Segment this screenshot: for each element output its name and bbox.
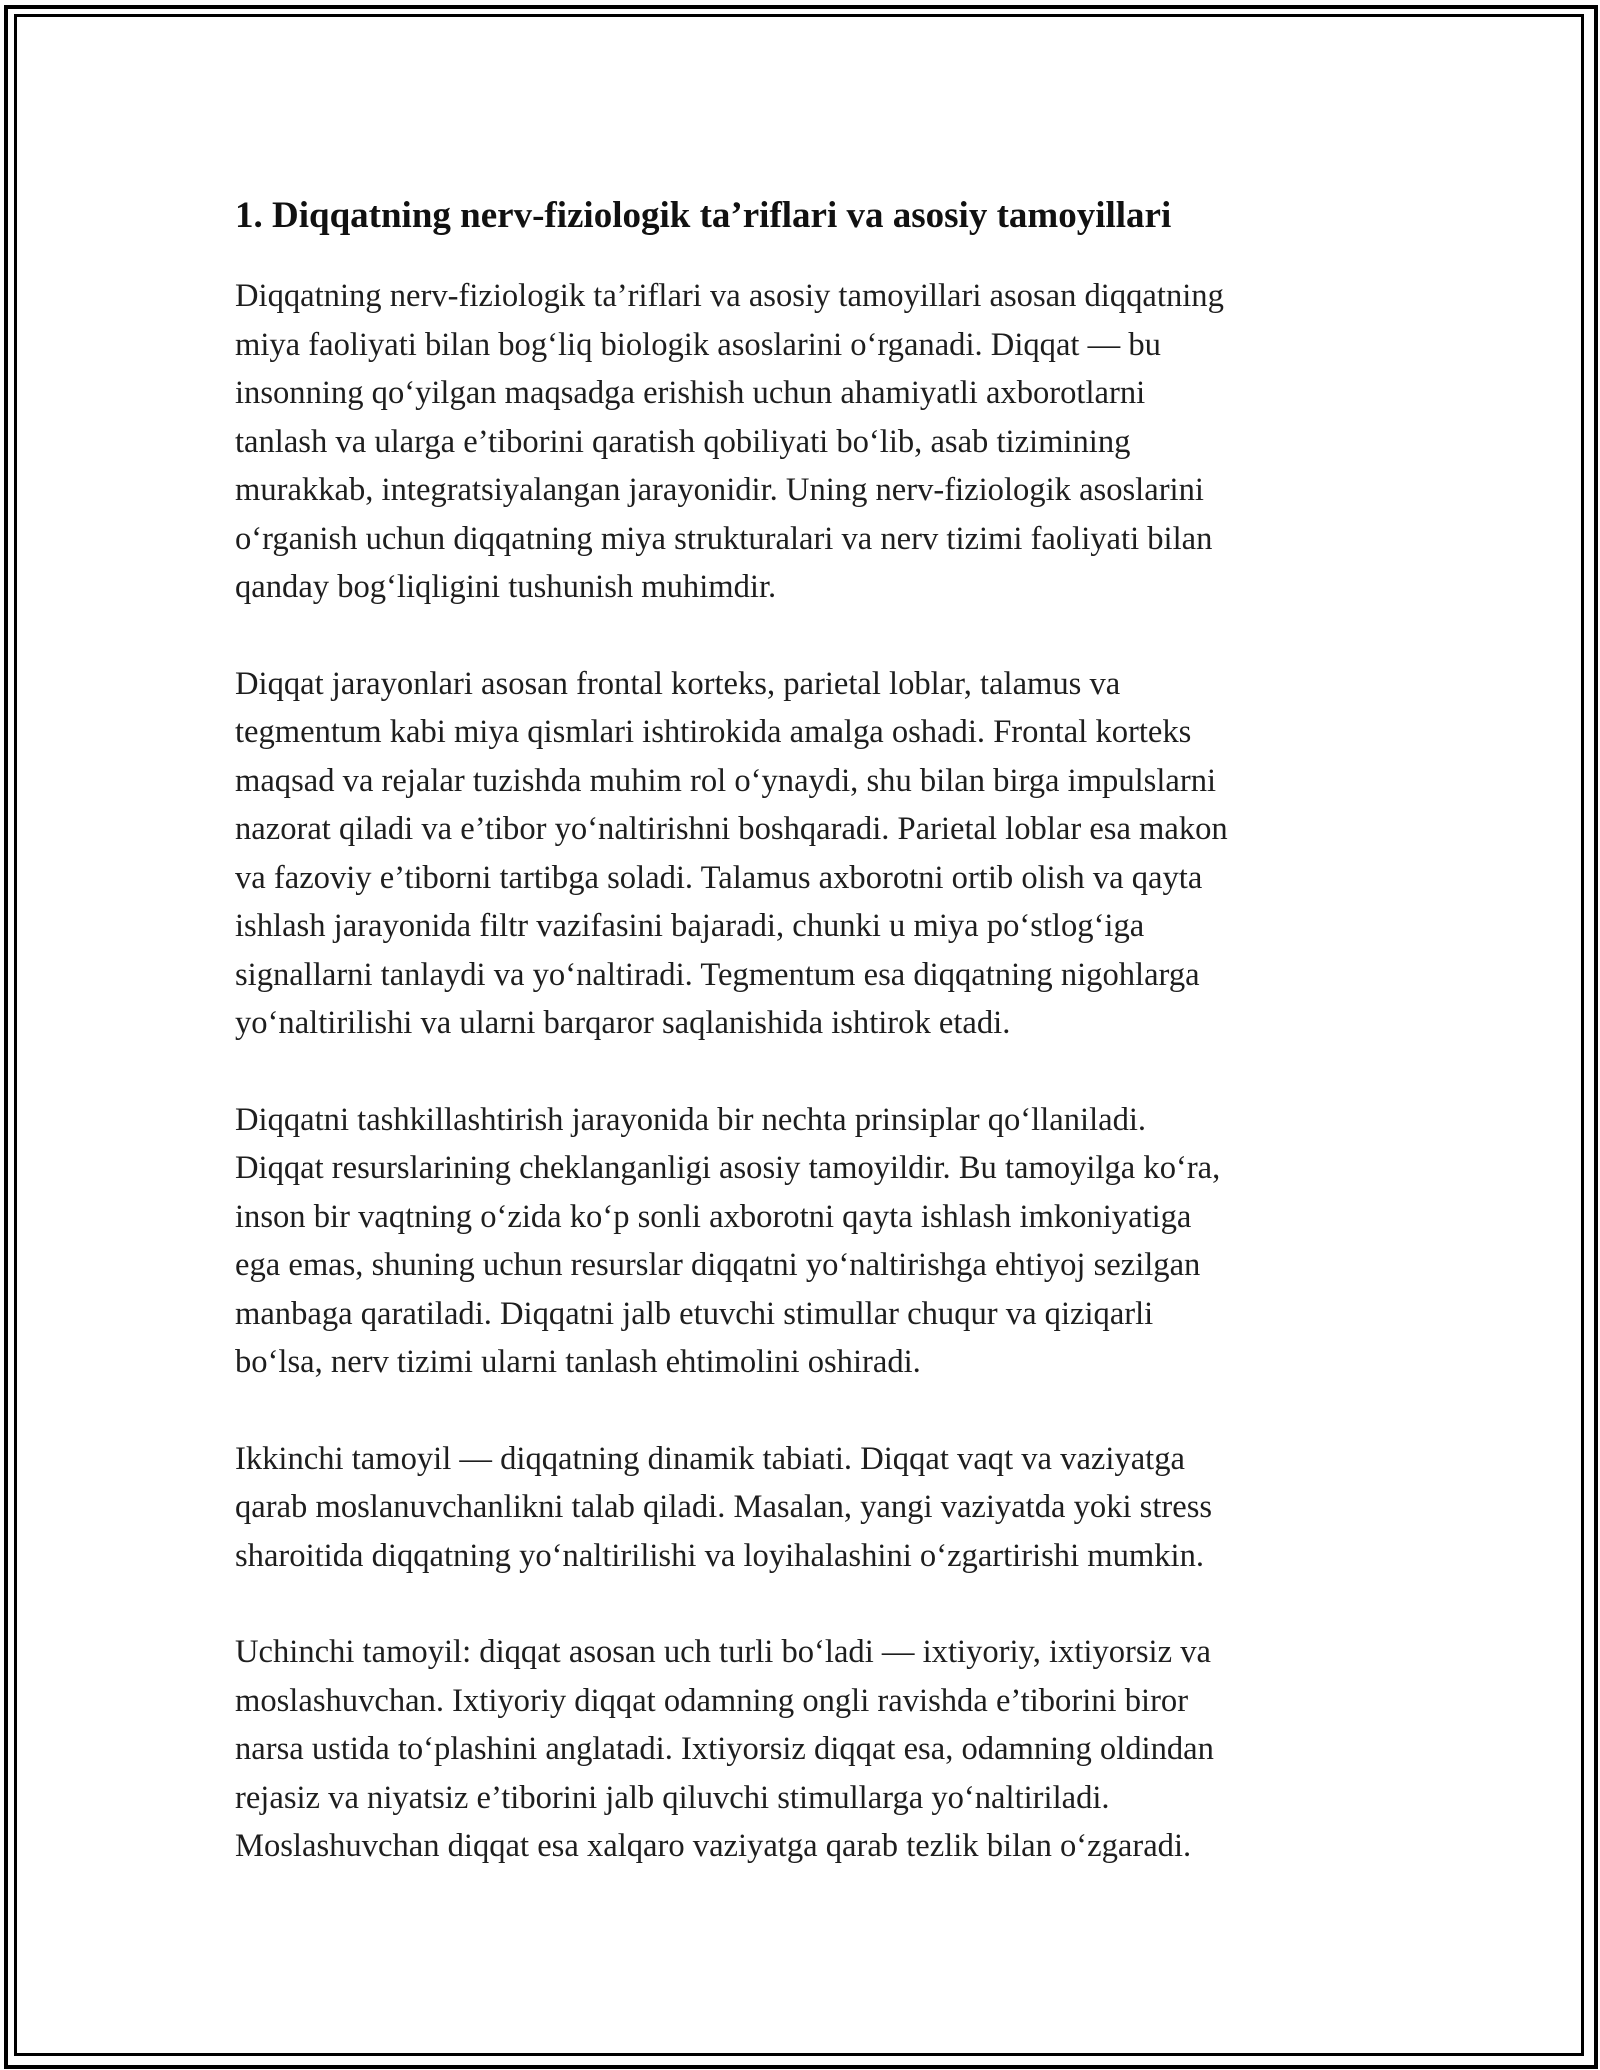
paragraph-3: [235, 1096, 1365, 1387]
text-line: inson bir vaqtning o‘zida ko‘p sonli axborotni qayta ishlash imkoniyatiga: [235, 1198, 1192, 1235]
text-line: yo‘naltirilishi va ularni barqaror saqlanishida ishtirok etadi.: [235, 1005, 1011, 1041]
text-line: manbaga qaratiladi. Diqqatni jalb etuvchi stimullar chuqur va qiziqarli: [235, 1295, 1154, 1332]
text-line: tanlash va ularga e’tiborini qaratish qobiliyati bo‘lib, asab tizimining: [235, 423, 1131, 460]
paragraph-2: [235, 660, 1365, 1048]
text-line: signallarni tanlaydi va yo‘naltiradi. Tegmentum esa diqqatning nigohlarga: [235, 956, 1200, 993]
section-title: 1. Diqqatning nerv-fiziologik ta’riflari va asosiy tamoyillari: [235, 195, 1172, 236]
text-line: o‘rganish uchun diqqatning miya strukturalari va nerv tizimi faoliyati bilan: [235, 520, 1213, 557]
text-line: maqsad va rejalar tuzishda muhim rol o‘ynaydi, shu bilan birga impulslarni: [235, 762, 1217, 799]
text-line: Ikkinchi tamoyil — diqqatning dinamik tabiati. Diqqat vaqt va vaziyatga: [235, 1440, 1185, 1477]
text-line: rejasiz va niyatsiz e’tiborini jalb qiluvchi stimullarga yo‘naltiriladi.: [235, 1779, 1110, 1816]
text-line: qarab moslanuvchanlikni talab qiladi. Masalan, yangi vaziyatda yoki stress: [235, 1489, 1213, 1525]
paragraph-5: [235, 1628, 1365, 1871]
text-line: moslashuvchan. Ixtiyoriy diqqat odamning ongli ravishda e’tiborini biror: [235, 1682, 1189, 1719]
text-line: tegmentum kabi miya qismlari ishtirokida amalga oshadi. Frontal korteks: [235, 714, 1192, 750]
text-line: Uchinchi tamoyil: diqqat asosan uch turli bo‘ladi — ixtiyoriy, ixtiyorsiz va: [235, 1634, 1211, 1670]
text-line: nazorat qiladi va e’tibor yo‘naltirishni boshqaradi. Parietal loblar esa makon: [235, 811, 1228, 847]
text-line: narsa ustida to‘plashini anglatadi. Ixtiyorsiz diqqat esa, odamning oldindan: [235, 1731, 1214, 1767]
text-line: ega emas, shuning uchun resurslar diqqatni yo‘naltirishga ehtiyoj sezilgan: [235, 1247, 1201, 1283]
text-line: ishlash jarayonida filtr vazifasini bajaradi, chunki u miya po‘stlog‘iga: [235, 908, 1145, 944]
text-line: bo‘lsa, nerv tizimi ularni tanlash ehtimolini oshiradi.: [235, 1344, 921, 1380]
document-body: [235, 188, 1365, 1919]
text-line: Moslashuvchan diqqat esa xalqaro vaziyatga qarab tezlik bilan o‘zgaradi.: [235, 1828, 1192, 1864]
text-line: sharoitida diqqatning yo‘naltirilishi va loyihalashini o‘zgartirishi mumkin.: [235, 1537, 1205, 1574]
text-line: qanday bog‘liqligini tushunish muhimdir.: [235, 569, 777, 605]
text-line: va fazoviy e’tiborni tartibga soladi. Talamus axborotni ortib olish va qayta: [235, 859, 1203, 896]
paragraph-4: [235, 1435, 1365, 1581]
text-line: miya faoliyati bilan bog‘liq biologik asoslarini o‘rganadi. Diqqat — bu: [235, 326, 1161, 363]
text-line: insonning qo‘yilgan maqsadga erishish uchun ahamiyatli axborotlarni: [235, 375, 1146, 411]
text-line: Diqqat jarayonlari asosan frontal korteks, parietal loblar, talamus va: [235, 665, 1121, 702]
text-line: murakkab, integratsiyalangan jarayonidir. Uning nerv-fiziologik asoslarini: [235, 472, 1204, 508]
text-line: Diqqat resurslarining cheklanganligi asosiy tamoyildir. Bu tamoyilga ko‘ra,: [235, 1150, 1221, 1186]
text-line: Diqqatning nerv-fiziologik ta’riflari va asosiy tamoyillari asosan diqqatning: [235, 278, 1224, 314]
paragraph-1: [235, 272, 1365, 612]
text-line: Diqqatni tashkillashtirish jarayonida bir nechta prinsiplar qo‘llaniladi.: [235, 1101, 1147, 1138]
